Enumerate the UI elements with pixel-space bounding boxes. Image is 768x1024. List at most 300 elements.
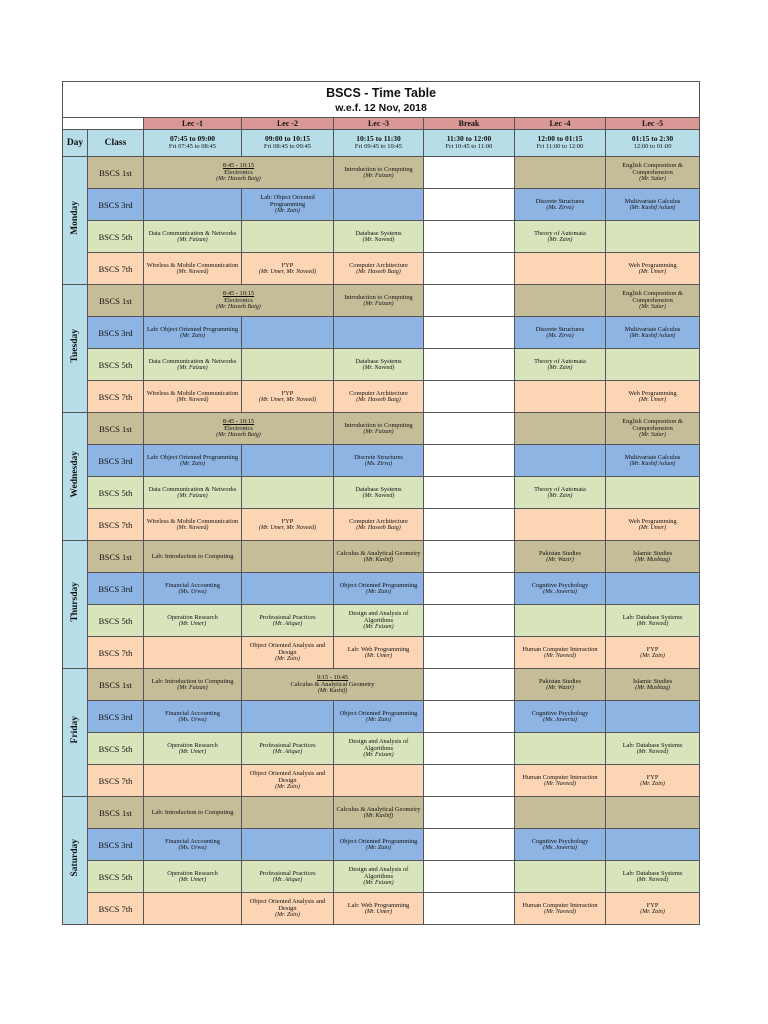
- teacher-name: (Mr. Umer, Mr. Naveed): [258, 268, 317, 275]
- course-name: FYP: [281, 389, 294, 397]
- course-name: Cognitive Psychology: [531, 709, 589, 717]
- course-name: Object Oriented Programming: [339, 837, 418, 845]
- course-name: Pakistan Studies: [538, 677, 582, 685]
- break-cell: [424, 637, 515, 669]
- break-cell: [424, 349, 515, 381]
- class-label: BSCS 5th: [88, 349, 144, 381]
- class-label: BSCS 5th: [88, 605, 144, 637]
- class-row: [63, 509, 700, 541]
- time-slot-main: 11:30 to 12:00: [446, 134, 492, 143]
- time-slot-main: 09:00 to 10:15: [265, 134, 310, 143]
- course-name: Cognitive Psychology: [531, 837, 589, 845]
- teacher-name: (Mr. Umer, Mr. Naveed): [258, 524, 317, 531]
- class-row: [63, 701, 700, 733]
- teacher-name: (Mr. Atique): [272, 876, 303, 883]
- course-cell: [144, 733, 242, 765]
- class-label: BSCS 7th: [88, 509, 144, 541]
- course-cell: [144, 349, 242, 381]
- course-cell: [515, 349, 606, 381]
- teacher-name: (Mr. Zain): [640, 780, 665, 787]
- course-cell: [242, 189, 334, 221]
- course-cell: [606, 317, 700, 349]
- course-cell: [334, 573, 424, 605]
- empty-slot: [242, 445, 334, 477]
- break-cell: [424, 573, 515, 605]
- class-row: [63, 253, 700, 285]
- teacher-name: (Mr. Umer): [638, 396, 667, 403]
- teacher-name: (Mr. Faizan): [363, 300, 394, 307]
- class-label: BSCS 7th: [88, 253, 144, 285]
- day-cell: [63, 797, 88, 925]
- break-cell: [424, 605, 515, 637]
- course-name: Calculus & Analytical Geometry: [290, 681, 375, 688]
- course-name: Islamic Studies: [632, 677, 673, 685]
- course-cell: [515, 541, 606, 573]
- teacher-name: (Mr. Faizan): [363, 880, 394, 886]
- teacher-name: (Mr. Zain): [547, 492, 573, 499]
- teacher-name: (Mr. Umer): [178, 876, 207, 883]
- teacher-name: (Mr. Zain): [366, 588, 391, 595]
- break-cell: [424, 541, 515, 573]
- course-cell: [242, 637, 334, 669]
- course-cell: [606, 285, 700, 317]
- course-cell: [334, 893, 424, 925]
- course-name: Discrete Structures: [354, 453, 403, 461]
- empty-slot: [515, 445, 606, 477]
- course-name: English Composition & Comprehension: [622, 290, 683, 304]
- empty-slot: [242, 829, 334, 861]
- course-cell: [144, 221, 242, 253]
- course-name: English Composition & Comprehension: [622, 418, 683, 432]
- course-name: Discrete Structures: [535, 325, 585, 333]
- teacher-name: (Mr. Naveed): [636, 620, 669, 627]
- class-row: [63, 861, 700, 893]
- teacher-name: (Mr. Zain): [180, 460, 205, 467]
- empty-slot: [606, 349, 700, 381]
- course-cell: [144, 829, 242, 861]
- empty-slot: [515, 797, 606, 829]
- teacher-name: (Ms. Zirva): [364, 460, 393, 467]
- course-name: Human Computer Interaction: [522, 901, 598, 909]
- course-cell: [144, 253, 242, 285]
- teacher-name: (Mr. Naveed): [362, 236, 395, 243]
- course-cell: [242, 669, 424, 701]
- class-row: [63, 157, 700, 189]
- break-cell: [424, 669, 515, 701]
- time-slot: [242, 130, 334, 157]
- course-name: Multivariate Calculus: [624, 197, 681, 205]
- teacher-name: (Mr. Atique): [272, 620, 303, 627]
- course-cell: [242, 253, 334, 285]
- course-cell: [606, 861, 700, 893]
- course-cell: [606, 157, 700, 189]
- day-label: Wednesday: [70, 450, 80, 498]
- course-cell: [144, 541, 242, 573]
- day-cell: [63, 285, 88, 413]
- teacher-name: (Mr. Umer): [364, 908, 393, 915]
- class-label: BSCS 1st: [88, 541, 144, 573]
- class-column-header: Class: [88, 130, 144, 157]
- course-name: Introduction to Computing: [344, 165, 413, 173]
- course-cell: [144, 285, 334, 317]
- course-name: Computer Architecture: [349, 261, 408, 269]
- course-cell: [242, 381, 334, 413]
- empty-slot: [242, 221, 334, 253]
- empty-slot: [334, 317, 424, 349]
- class-label: BSCS 7th: [88, 637, 144, 669]
- teacher-name: (Mr. Faizan): [363, 752, 394, 758]
- teacher-name: (Ms. Jaweria): [543, 588, 577, 595]
- empty-slot: [515, 381, 606, 413]
- teacher-name: (Mr. Kashif Aslam): [629, 332, 676, 339]
- empty-slot: [515, 861, 606, 893]
- course-cell: [334, 829, 424, 861]
- teacher-name: (Ms. Zirva): [546, 204, 574, 211]
- class-row: [63, 381, 700, 413]
- teacher-name: (Ms. Urwa): [178, 716, 207, 723]
- break-cell: [424, 797, 515, 829]
- day-label: Friday: [70, 716, 80, 744]
- teacher-name: (Mr. Umer): [178, 620, 207, 627]
- course-name: Theory of Automata: [534, 357, 586, 365]
- course-cell: [606, 669, 700, 701]
- title-row: [63, 82, 700, 118]
- class-label: BSCS 3rd: [88, 317, 144, 349]
- empty-slot: [144, 765, 242, 797]
- class-row: [63, 477, 700, 509]
- course-name: Object Oriented Programming: [339, 581, 418, 589]
- day-cell: [63, 413, 88, 541]
- class-row: [63, 829, 700, 861]
- course-name: Database Systems: [355, 357, 402, 365]
- course-name: Lab: Introduction to Computing: [151, 677, 234, 685]
- class-row: [63, 285, 700, 317]
- course-cell: [334, 605, 424, 637]
- teacher-name: (Ms. Zirva): [546, 332, 574, 339]
- page-title: BSCS - Time Table: [326, 85, 437, 100]
- course-name: Human Computer Interaction: [522, 773, 598, 781]
- break-cell: [424, 221, 515, 253]
- course-name: Theory of Automata: [534, 485, 586, 493]
- course-name: FYP: [646, 645, 659, 653]
- day-column-header: Day: [63, 130, 88, 157]
- course-cell: [334, 509, 424, 541]
- time-slot-alt: Fri 11:00 to 12:00: [536, 143, 584, 150]
- course-cell: [606, 893, 700, 925]
- empty-slot: [606, 477, 700, 509]
- course-cell: [334, 413, 424, 445]
- class-row: [63, 445, 700, 477]
- empty-slot: [242, 573, 334, 605]
- course-cell: [334, 445, 424, 477]
- title-cell: [63, 82, 700, 118]
- course-cell: [606, 381, 700, 413]
- course-name: English Composition & Comprehension: [622, 162, 683, 176]
- teacher-name: (Mr. Haseeb Baig): [356, 396, 401, 403]
- page-subtitle: w.e.f. 12 Nov, 2018: [335, 101, 427, 114]
- teacher-name: (Mr. Kashif): [363, 556, 394, 563]
- day-label: Saturday: [70, 839, 80, 877]
- course-cell: [144, 413, 334, 445]
- course-name: Lab: Database Systems: [622, 869, 683, 877]
- course-cell: [606, 541, 700, 573]
- course-name: Object Oriented Analysis and Design: [249, 898, 326, 912]
- time-slot-main: 01:15 to 2:30: [631, 134, 674, 143]
- class-label: BSCS 5th: [88, 221, 144, 253]
- course-name: Object Oriented Analysis and Design: [249, 642, 326, 656]
- day-label: Monday: [70, 201, 80, 235]
- course-name: Multivariate Calculus: [624, 325, 681, 333]
- lecture-header-row: [63, 118, 700, 130]
- teacher-name: (Mr. Zain): [275, 784, 300, 790]
- empty-slot: [242, 349, 334, 381]
- course-cell: [606, 253, 700, 285]
- teacher-name: (Mr. Naveed): [176, 524, 209, 531]
- teacher-name: (Mr. Naveed): [176, 396, 209, 403]
- course-name: Design and Analysis of Algorithms: [348, 610, 409, 624]
- course-name: FYP: [281, 517, 294, 525]
- course-name: Operation Research: [167, 741, 218, 749]
- teacher-name: (Mr. Haseeb Baig): [216, 176, 261, 182]
- empty-slot: [515, 413, 606, 445]
- class-label: BSCS 7th: [88, 893, 144, 925]
- course-name: Financial Accounting: [165, 581, 220, 589]
- time-slot-alt: Fri 09:45 to 10:45: [354, 143, 403, 150]
- course-cell: [515, 701, 606, 733]
- course-cell: [334, 253, 424, 285]
- time-slot-main: 12:00 to 01:15: [537, 134, 583, 143]
- course-name: Lab: Introduction to Computing: [151, 809, 234, 816]
- teacher-name: (Mr. Naveed): [176, 268, 209, 275]
- course-name: Operation Research: [167, 613, 218, 621]
- teacher-name: (Mr. Naveed): [544, 908, 576, 915]
- course-name: Database Systems: [355, 485, 402, 493]
- empty-slot: [515, 157, 606, 189]
- day-label: Thursday: [70, 582, 80, 622]
- course-name: Object Oriented Programming: [339, 709, 418, 717]
- class-label: BSCS 3rd: [88, 701, 144, 733]
- course-cell: [242, 605, 334, 637]
- class-row: [63, 413, 700, 445]
- time-slot-main: 07:45 to 09:00: [170, 134, 215, 143]
- course-name: Multivariate Calculus: [624, 453, 681, 461]
- course-cell: [144, 317, 242, 349]
- empty-slot: [242, 317, 334, 349]
- teacher-name: (Mr. Haseeb Baig): [216, 304, 261, 310]
- day-label: Tuesday: [70, 329, 80, 363]
- course-name: Wireless & Mobile Communication: [146, 261, 239, 269]
- class-label: BSCS 1st: [88, 285, 144, 317]
- break-cell: [424, 733, 515, 765]
- course-cell: [515, 573, 606, 605]
- time-slot: [334, 130, 424, 157]
- break-cell: [424, 157, 515, 189]
- course-cell: [334, 477, 424, 509]
- course-name: Lab: Web Programming: [347, 901, 410, 909]
- course-cell: [144, 573, 242, 605]
- course-name: Islamic Studies: [632, 549, 673, 557]
- course-cell: [515, 477, 606, 509]
- teacher-name: (Mr. Zain): [180, 332, 205, 339]
- teacher-name: (Mr. Umer): [178, 748, 207, 755]
- class-label: BSCS 3rd: [88, 573, 144, 605]
- course-name: FYP: [646, 773, 659, 781]
- class-row: [63, 189, 700, 221]
- time-slot: [424, 130, 515, 157]
- course-cell: [144, 477, 242, 509]
- course-name: Electronics: [224, 169, 253, 176]
- course-cell: [334, 797, 424, 829]
- teacher-name: (Mr. Haseeb Baig): [216, 432, 261, 438]
- class-row: [63, 605, 700, 637]
- class-label: BSCS 1st: [88, 669, 144, 701]
- lecture-header: Lec -1: [144, 118, 242, 130]
- teacher-name: (Mr. Naveed): [362, 364, 395, 371]
- empty-slot: [242, 541, 334, 573]
- course-name: Professional Practices: [259, 741, 316, 749]
- teacher-name: (Mr. Naveed): [636, 748, 669, 755]
- empty-slot: [144, 893, 242, 925]
- teacher-name: (Mr. Haseeb Baig): [356, 268, 401, 275]
- empty-slot: [144, 189, 242, 221]
- teacher-name: (Mr. Kashif Aslam): [629, 204, 676, 211]
- course-cell: [334, 861, 424, 893]
- day-cell: [63, 541, 88, 669]
- lecture-header: Break: [424, 118, 515, 130]
- day-cell: [63, 669, 88, 797]
- class-row: [63, 541, 700, 573]
- class-label: BSCS 7th: [88, 381, 144, 413]
- course-cell: [144, 445, 242, 477]
- break-cell: [424, 253, 515, 285]
- empty-slot: [334, 765, 424, 797]
- course-time: 8:45 - 10:15: [222, 418, 255, 425]
- teacher-name: (Mr. Zain): [547, 364, 573, 371]
- course-name: Lab: Introduction to Computing: [151, 553, 234, 560]
- teacher-name: (Mr. Zain): [275, 208, 300, 214]
- course-cell: [242, 893, 334, 925]
- course-name: Professional Practices: [259, 869, 316, 877]
- course-cell: [515, 765, 606, 797]
- course-name: FYP: [646, 901, 659, 909]
- course-cell: [515, 189, 606, 221]
- teacher-name: (Mr. Faizan): [177, 684, 208, 691]
- break-cell: [424, 317, 515, 349]
- course-name: Wireless & Mobile Communication: [146, 389, 239, 397]
- course-cell: [242, 861, 334, 893]
- teacher-name: (Mr. Kashif): [363, 812, 394, 819]
- break-cell: [424, 445, 515, 477]
- teacher-name: (Ms. Jaweria): [543, 716, 577, 723]
- course-name: Web Programming: [628, 389, 677, 397]
- empty-slot: [515, 285, 606, 317]
- empty-slot: [242, 477, 334, 509]
- teacher-name: (Mr. Wazir): [546, 556, 574, 563]
- class-row: [63, 669, 700, 701]
- course-cell: [144, 701, 242, 733]
- teacher-name: (Mr. Umer): [364, 652, 393, 659]
- course-name: Calculus & Analytical Geometry: [336, 805, 421, 813]
- course-name: Lab: Database Systems: [622, 613, 683, 621]
- time-slot-main: 10:15 to 11:30: [356, 134, 401, 143]
- empty-slot: [606, 701, 700, 733]
- course-cell: [606, 637, 700, 669]
- break-cell: [424, 477, 515, 509]
- lecture-header: Lec -2: [242, 118, 334, 130]
- empty-slot: [242, 701, 334, 733]
- empty-slot: [144, 637, 242, 669]
- teacher-name: (Mr. Wazir): [546, 684, 574, 691]
- course-cell: [144, 509, 242, 541]
- empty-slot: [242, 797, 334, 829]
- class-label: BSCS 1st: [88, 797, 144, 829]
- break-cell: [424, 893, 515, 925]
- course-cell: [606, 605, 700, 637]
- class-row: [63, 573, 700, 605]
- teacher-name: (Ms. Urwa): [178, 844, 207, 851]
- course-cell: [334, 221, 424, 253]
- class-label: BSCS 1st: [88, 413, 144, 445]
- teacher-name: (Mr. Zain): [275, 656, 300, 662]
- time-slot-alt: Fri 10:45 to 11:00: [445, 143, 493, 150]
- empty-slot: [606, 221, 700, 253]
- teacher-name: (Mr. Naveed): [362, 492, 395, 499]
- course-cell: [242, 765, 334, 797]
- day-cell: [63, 157, 88, 285]
- course-name: Object Oriented Analysis and Design: [249, 770, 326, 784]
- break-cell: [424, 861, 515, 893]
- time-slot: [144, 130, 242, 157]
- course-cell: [144, 605, 242, 637]
- class-row: [63, 637, 700, 669]
- lecture-header: Lec -5: [606, 118, 700, 130]
- course-name: Electronics: [224, 297, 253, 304]
- teacher-name: (Mr. Mushtaq): [635, 684, 670, 691]
- teacher-name: (Mr. Zain): [547, 236, 573, 243]
- course-cell: [334, 541, 424, 573]
- course-cell: [334, 381, 424, 413]
- course-time: 8:45 - 10:15: [222, 162, 255, 169]
- course-name: Calculus & Analytical Geometry: [336, 549, 421, 557]
- course-cell: [606, 189, 700, 221]
- teacher-name: (Mr. Naveed): [544, 652, 576, 659]
- course-cell: [515, 669, 606, 701]
- empty-slot: [334, 189, 424, 221]
- course-name: Financial Accounting: [165, 837, 220, 845]
- class-label: BSCS 1st: [88, 157, 144, 189]
- teacher-name: (Mr. Umer): [638, 268, 667, 275]
- class-label: BSCS 5th: [88, 733, 144, 765]
- course-name: Computer Architecture: [349, 389, 408, 397]
- course-cell: [334, 701, 424, 733]
- course-name: Professional Practices: [259, 613, 316, 621]
- course-name: Lab: Object Oriented Programming: [260, 194, 315, 208]
- course-name: Introduction to Computing: [344, 293, 413, 301]
- course-cell: [515, 221, 606, 253]
- class-label: BSCS 3rd: [88, 189, 144, 221]
- course-name: Theory of Automata: [534, 229, 586, 237]
- teacher-name: (Mr. Haseeb Baig): [356, 524, 401, 531]
- empty-slot: [606, 573, 700, 605]
- empty-slot: [515, 253, 606, 285]
- teacher-name: (Mr. Naveed): [544, 780, 576, 787]
- class-row: [63, 797, 700, 829]
- course-name: Introduction to Computing: [344, 421, 413, 429]
- course-name: FYP: [281, 261, 294, 269]
- class-label: BSCS 5th: [88, 477, 144, 509]
- time-slot-alt: Fri 07:45 to 08:45: [168, 143, 217, 150]
- course-name: Data Communication & Networks: [148, 229, 237, 237]
